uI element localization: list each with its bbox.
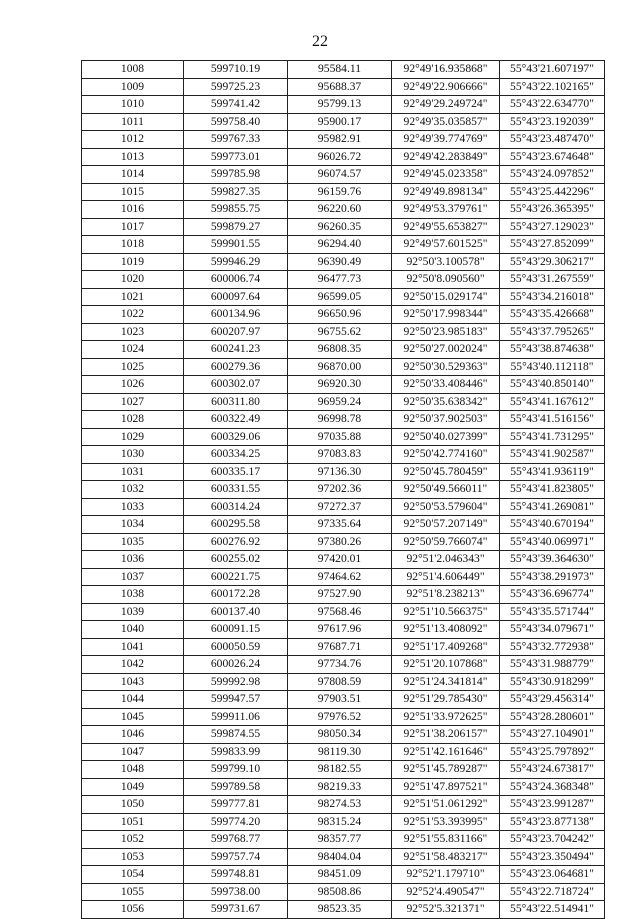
table-row xyxy=(82,551,605,569)
y-coordinate-cell: 97272.37 xyxy=(288,498,392,516)
longitude-cell: 92°50'49.566011" xyxy=(392,481,500,499)
latitude-cell: 55°43'40.850140" xyxy=(500,376,605,394)
table-row xyxy=(82,726,605,744)
y-coordinate-cell: 98523.35 xyxy=(288,901,392,919)
table-row xyxy=(82,691,605,709)
x-coordinate-cell: 599731.67 xyxy=(184,901,288,919)
x-coordinate-cell: 600329.06 xyxy=(184,428,288,446)
y-coordinate-cell: 98219.33 xyxy=(288,778,392,796)
longitude-cell: 92°50'8.090560" xyxy=(392,271,500,289)
table-row xyxy=(82,306,605,324)
table-row xyxy=(82,61,605,79)
table-row xyxy=(82,113,605,131)
point-number-cell: 1055 xyxy=(82,883,184,901)
longitude-cell: 92°51'42.161646" xyxy=(392,743,500,761)
latitude-cell: 55°43'34.216018" xyxy=(500,288,605,306)
point-number-cell: 1042 xyxy=(82,656,184,674)
longitude-cell: 92°50'57.207149" xyxy=(392,516,500,534)
longitude-cell: 92°51'4.606449" xyxy=(392,568,500,586)
table-row xyxy=(82,148,605,166)
point-number-cell: 1046 xyxy=(82,726,184,744)
latitude-cell: 55°43'27.852099" xyxy=(500,236,605,254)
table-row xyxy=(82,446,605,464)
y-coordinate-cell: 97035.88 xyxy=(288,428,392,446)
latitude-cell: 55°43'24.673817" xyxy=(500,761,605,779)
longitude-cell: 92°49'49.898134" xyxy=(392,183,500,201)
longitude-cell: 92°51'53.393995" xyxy=(392,813,500,831)
x-coordinate-cell: 599768.77 xyxy=(184,831,288,849)
x-coordinate-cell: 599773.01 xyxy=(184,148,288,166)
point-number-cell: 1048 xyxy=(82,761,184,779)
table-row xyxy=(82,288,605,306)
x-coordinate-cell: 600241.23 xyxy=(184,341,288,359)
table-row xyxy=(82,131,605,149)
table-row xyxy=(82,166,605,184)
table-row xyxy=(82,813,605,831)
longitude-cell: 92°51'24.341814" xyxy=(392,673,500,691)
point-number-cell: 1019 xyxy=(82,253,184,271)
point-number-cell: 1015 xyxy=(82,183,184,201)
page-number: 22 xyxy=(312,33,328,50)
table-row xyxy=(82,673,605,691)
x-coordinate-cell: 600322.49 xyxy=(184,411,288,429)
longitude-cell: 92°50'37.902503" xyxy=(392,411,500,429)
point-number-cell: 1008 xyxy=(82,61,184,79)
x-coordinate-cell: 599757.74 xyxy=(184,848,288,866)
latitude-cell: 55°43'29.456314" xyxy=(500,691,605,709)
y-coordinate-cell: 96808.35 xyxy=(288,341,392,359)
longitude-cell: 92°49'57.601525" xyxy=(392,236,500,254)
coordinates-table-body xyxy=(82,61,605,919)
table-row xyxy=(82,463,605,481)
point-number-cell: 1036 xyxy=(82,551,184,569)
longitude-cell: 92°51'13.408092" xyxy=(392,621,500,639)
y-coordinate-cell: 97202.36 xyxy=(288,481,392,499)
latitude-cell: 55°43'23.877138" xyxy=(500,813,605,831)
longitude-cell: 92°51'38.206157" xyxy=(392,726,500,744)
longitude-cell: 92°50'3.100578" xyxy=(392,253,500,271)
y-coordinate-cell: 97335.64 xyxy=(288,516,392,534)
table-row xyxy=(82,358,605,376)
longitude-cell: 92°50'27.002024" xyxy=(392,341,500,359)
table-row xyxy=(82,516,605,534)
table-row xyxy=(82,481,605,499)
point-number-cell: 1039 xyxy=(82,603,184,621)
point-number-cell: 1049 xyxy=(82,778,184,796)
table-row xyxy=(82,796,605,814)
point-number-cell: 1052 xyxy=(82,831,184,849)
table-row xyxy=(82,761,605,779)
table-row xyxy=(82,743,605,761)
longitude-cell: 92°50'30.529363" xyxy=(392,358,500,376)
y-coordinate-cell: 98357.77 xyxy=(288,831,392,849)
point-number-cell: 1028 xyxy=(82,411,184,429)
point-number-cell: 1010 xyxy=(82,96,184,114)
x-coordinate-cell: 599992.98 xyxy=(184,673,288,691)
point-number-cell: 1050 xyxy=(82,796,184,814)
point-number-cell: 1017 xyxy=(82,218,184,236)
x-coordinate-cell: 600050.59 xyxy=(184,638,288,656)
y-coordinate-cell: 96959.24 xyxy=(288,393,392,411)
latitude-cell: 55°43'25.797892" xyxy=(500,743,605,761)
latitude-cell: 55°43'40.670194" xyxy=(500,516,605,534)
latitude-cell: 55°43'22.634770" xyxy=(500,96,605,114)
point-number-cell: 1013 xyxy=(82,148,184,166)
table-row xyxy=(82,341,605,359)
y-coordinate-cell: 98274.53 xyxy=(288,796,392,814)
table-row xyxy=(82,533,605,551)
longitude-cell: 92°49'35.035857" xyxy=(392,113,500,131)
x-coordinate-cell: 599874.55 xyxy=(184,726,288,744)
latitude-cell: 55°43'27.129023" xyxy=(500,218,605,236)
y-coordinate-cell: 96074.57 xyxy=(288,166,392,184)
y-coordinate-cell: 97617.96 xyxy=(288,621,392,639)
table-row xyxy=(82,831,605,849)
point-number-cell: 1024 xyxy=(82,341,184,359)
y-coordinate-cell: 97808.59 xyxy=(288,673,392,691)
y-coordinate-cell: 97083.83 xyxy=(288,446,392,464)
latitude-cell: 55°43'30.918299" xyxy=(500,673,605,691)
latitude-cell: 55°43'38.874638" xyxy=(500,341,605,359)
point-number-cell: 1018 xyxy=(82,236,184,254)
latitude-cell: 55°43'31.267559" xyxy=(500,271,605,289)
longitude-cell: 92°51'2.046343" xyxy=(392,551,500,569)
longitude-cell: 92°51'55.831166" xyxy=(392,831,500,849)
point-number-cell: 1027 xyxy=(82,393,184,411)
table-row xyxy=(82,568,605,586)
table-row xyxy=(82,271,605,289)
point-number-cell: 1021 xyxy=(82,288,184,306)
latitude-cell: 55°43'32.772938" xyxy=(500,638,605,656)
x-coordinate-cell: 599789.58 xyxy=(184,778,288,796)
latitude-cell: 55°43'22.514941" xyxy=(500,901,605,919)
x-coordinate-cell: 599901.55 xyxy=(184,236,288,254)
y-coordinate-cell: 95688.37 xyxy=(288,78,392,96)
longitude-cell: 92°51'29.785430" xyxy=(392,691,500,709)
latitude-cell: 55°43'29.306217" xyxy=(500,253,605,271)
y-coordinate-cell: 98182.55 xyxy=(288,761,392,779)
longitude-cell: 92°50'40.027399" xyxy=(392,428,500,446)
latitude-cell: 55°43'35.426668" xyxy=(500,306,605,324)
y-coordinate-cell: 95982.91 xyxy=(288,131,392,149)
x-coordinate-cell: 600137.40 xyxy=(184,603,288,621)
y-coordinate-cell: 96755.62 xyxy=(288,323,392,341)
y-coordinate-cell: 97976.52 xyxy=(288,708,392,726)
x-coordinate-cell: 599725.23 xyxy=(184,78,288,96)
x-coordinate-cell: 599947.57 xyxy=(184,691,288,709)
longitude-cell: 92°49'16.935868" xyxy=(392,61,500,79)
x-coordinate-cell: 600334.25 xyxy=(184,446,288,464)
table-row xyxy=(82,428,605,446)
latitude-cell: 55°43'26.365395" xyxy=(500,201,605,219)
point-number-cell: 1032 xyxy=(82,481,184,499)
table-row xyxy=(82,848,605,866)
point-number-cell: 1044 xyxy=(82,691,184,709)
x-coordinate-cell: 599767.33 xyxy=(184,131,288,149)
latitude-cell: 55°43'39.364630" xyxy=(500,551,605,569)
y-coordinate-cell: 96390.49 xyxy=(288,253,392,271)
longitude-cell: 92°51'20.107868" xyxy=(392,656,500,674)
table-row xyxy=(82,656,605,674)
table-row xyxy=(82,586,605,604)
latitude-cell: 55°43'40.069971" xyxy=(500,533,605,551)
y-coordinate-cell: 97568.46 xyxy=(288,603,392,621)
longitude-cell: 92°49'29.249724" xyxy=(392,96,500,114)
table-row xyxy=(82,708,605,726)
table-row xyxy=(82,253,605,271)
latitude-cell: 55°43'24.097852" xyxy=(500,166,605,184)
x-coordinate-cell: 600295.58 xyxy=(184,516,288,534)
longitude-cell: 92°49'39.774769" xyxy=(392,131,500,149)
latitude-cell: 55°43'41.936119" xyxy=(500,463,605,481)
longitude-cell: 92°49'45.023358" xyxy=(392,166,500,184)
x-coordinate-cell: 600221.75 xyxy=(184,568,288,586)
y-coordinate-cell: 96220.60 xyxy=(288,201,392,219)
longitude-cell: 92°50'42.774160" xyxy=(392,446,500,464)
x-coordinate-cell: 600302.07 xyxy=(184,376,288,394)
longitude-cell: 92°50'35.638342" xyxy=(392,393,500,411)
y-coordinate-cell: 97420.01 xyxy=(288,551,392,569)
y-coordinate-cell: 97687.71 xyxy=(288,638,392,656)
longitude-cell: 92°52'5.321371" xyxy=(392,901,500,919)
table-row xyxy=(82,236,605,254)
y-coordinate-cell: 98508.86 xyxy=(288,883,392,901)
y-coordinate-cell: 98050.34 xyxy=(288,726,392,744)
table-row xyxy=(82,78,605,96)
point-number-cell: 1009 xyxy=(82,78,184,96)
point-number-cell: 1031 xyxy=(82,463,184,481)
point-number-cell: 1022 xyxy=(82,306,184,324)
latitude-cell: 55°43'22.102165" xyxy=(500,78,605,96)
longitude-cell: 92°51'10.566375" xyxy=(392,603,500,621)
x-coordinate-cell: 600097.64 xyxy=(184,288,288,306)
point-number-cell: 1037 xyxy=(82,568,184,586)
x-coordinate-cell: 600255.02 xyxy=(184,551,288,569)
x-coordinate-cell: 600331.55 xyxy=(184,481,288,499)
x-coordinate-cell: 600314.24 xyxy=(184,498,288,516)
table-row xyxy=(82,778,605,796)
longitude-cell: 92°50'33.408446" xyxy=(392,376,500,394)
x-coordinate-cell: 600006.74 xyxy=(184,271,288,289)
point-number-cell: 1029 xyxy=(82,428,184,446)
longitude-cell: 92°52'4.490547" xyxy=(392,883,500,901)
longitude-cell: 92°51'17.409268" xyxy=(392,638,500,656)
table-row xyxy=(82,201,605,219)
x-coordinate-cell: 600172.28 xyxy=(184,586,288,604)
latitude-cell: 55°43'28.280601" xyxy=(500,708,605,726)
latitude-cell: 55°43'41.902587" xyxy=(500,446,605,464)
latitude-cell: 55°43'41.823805" xyxy=(500,481,605,499)
latitude-cell: 55°43'41.167612" xyxy=(500,393,605,411)
latitude-cell: 55°43'25.442296" xyxy=(500,183,605,201)
x-coordinate-cell: 599799.10 xyxy=(184,761,288,779)
latitude-cell: 55°43'41.269081" xyxy=(500,498,605,516)
longitude-cell: 92°51'45.789287" xyxy=(392,761,500,779)
y-coordinate-cell: 95799.13 xyxy=(288,96,392,114)
x-coordinate-cell: 599748.81 xyxy=(184,866,288,884)
latitude-cell: 55°43'36.696774" xyxy=(500,586,605,604)
longitude-cell: 92°51'33.972625" xyxy=(392,708,500,726)
point-number-cell: 1040 xyxy=(82,621,184,639)
table-row xyxy=(82,638,605,656)
table-row xyxy=(82,901,605,919)
latitude-cell: 55°43'40.112118" xyxy=(500,358,605,376)
point-number-cell: 1054 xyxy=(82,866,184,884)
longitude-cell: 92°50'17.998344" xyxy=(392,306,500,324)
x-coordinate-cell: 599879.27 xyxy=(184,218,288,236)
point-number-cell: 1041 xyxy=(82,638,184,656)
point-number-cell: 1034 xyxy=(82,516,184,534)
x-coordinate-cell: 599827.35 xyxy=(184,183,288,201)
table-row xyxy=(82,376,605,394)
y-coordinate-cell: 96998.78 xyxy=(288,411,392,429)
y-coordinate-cell: 98315.24 xyxy=(288,813,392,831)
y-coordinate-cell: 97734.76 xyxy=(288,656,392,674)
latitude-cell: 55°43'24.368348" xyxy=(500,778,605,796)
longitude-cell: 92°49'55.653827" xyxy=(392,218,500,236)
longitude-cell: 92°50'53.579604" xyxy=(392,498,500,516)
x-coordinate-cell: 599738.00 xyxy=(184,883,288,901)
x-coordinate-cell: 600134.96 xyxy=(184,306,288,324)
longitude-cell: 92°49'42.283849" xyxy=(392,148,500,166)
point-number-cell: 1011 xyxy=(82,113,184,131)
latitude-cell: 55°43'22.718724" xyxy=(500,883,605,901)
y-coordinate-cell: 96650.96 xyxy=(288,306,392,324)
x-coordinate-cell: 599777.81 xyxy=(184,796,288,814)
point-number-cell: 1016 xyxy=(82,201,184,219)
y-coordinate-cell: 96477.73 xyxy=(288,271,392,289)
table-row xyxy=(82,883,605,901)
table-row xyxy=(82,393,605,411)
x-coordinate-cell: 599855.75 xyxy=(184,201,288,219)
x-coordinate-cell: 600279.36 xyxy=(184,358,288,376)
latitude-cell: 55°43'23.674648" xyxy=(500,148,605,166)
point-number-cell: 1038 xyxy=(82,586,184,604)
latitude-cell: 55°43'23.487470" xyxy=(500,131,605,149)
longitude-cell: 92°50'59.766074" xyxy=(392,533,500,551)
y-coordinate-cell: 97136.30 xyxy=(288,463,392,481)
point-number-cell: 1033 xyxy=(82,498,184,516)
longitude-cell: 92°51'8.238213" xyxy=(392,586,500,604)
x-coordinate-cell: 600091.15 xyxy=(184,621,288,639)
coordinates-table xyxy=(81,60,605,919)
longitude-cell: 92°50'45.780459" xyxy=(392,463,500,481)
point-number-cell: 1045 xyxy=(82,708,184,726)
x-coordinate-cell: 599946.29 xyxy=(184,253,288,271)
point-number-cell: 1023 xyxy=(82,323,184,341)
y-coordinate-cell: 96260.35 xyxy=(288,218,392,236)
latitude-cell: 55°43'41.731295" xyxy=(500,428,605,446)
point-number-cell: 1047 xyxy=(82,743,184,761)
latitude-cell: 55°43'31.988779" xyxy=(500,656,605,674)
y-coordinate-cell: 96026.72 xyxy=(288,148,392,166)
x-coordinate-cell: 600276.92 xyxy=(184,533,288,551)
longitude-cell: 92°49'22.906666" xyxy=(392,78,500,96)
table-row xyxy=(82,866,605,884)
table-row xyxy=(82,96,605,114)
point-number-cell: 1051 xyxy=(82,813,184,831)
point-number-cell: 1025 xyxy=(82,358,184,376)
longitude-cell: 92°50'15.029174" xyxy=(392,288,500,306)
x-coordinate-cell: 599774.20 xyxy=(184,813,288,831)
y-coordinate-cell: 95584.11 xyxy=(288,61,392,79)
table-row xyxy=(82,411,605,429)
x-coordinate-cell: 599758.40 xyxy=(184,113,288,131)
x-coordinate-cell: 599911.06 xyxy=(184,708,288,726)
x-coordinate-cell: 600311.80 xyxy=(184,393,288,411)
x-coordinate-cell: 599833.99 xyxy=(184,743,288,761)
longitude-cell: 92°51'51.061292" xyxy=(392,796,500,814)
y-coordinate-cell: 96294.40 xyxy=(288,236,392,254)
latitude-cell: 55°43'41.516156" xyxy=(500,411,605,429)
point-number-cell: 1030 xyxy=(82,446,184,464)
point-number-cell: 1053 xyxy=(82,848,184,866)
latitude-cell: 55°43'23.350494" xyxy=(500,848,605,866)
y-coordinate-cell: 97527.90 xyxy=(288,586,392,604)
latitude-cell: 55°43'23.064681" xyxy=(500,866,605,884)
table-row xyxy=(82,323,605,341)
y-coordinate-cell: 98119.30 xyxy=(288,743,392,761)
point-number-cell: 1014 xyxy=(82,166,184,184)
table-row xyxy=(82,621,605,639)
x-coordinate-cell: 599710.19 xyxy=(184,61,288,79)
latitude-cell: 55°43'23.192039" xyxy=(500,113,605,131)
latitude-cell: 55°43'21.607197" xyxy=(500,61,605,79)
table-row xyxy=(82,603,605,621)
y-coordinate-cell: 96870.00 xyxy=(288,358,392,376)
point-number-cell: 1043 xyxy=(82,673,184,691)
y-coordinate-cell: 98451.09 xyxy=(288,866,392,884)
point-number-cell: 1026 xyxy=(82,376,184,394)
table-row xyxy=(82,498,605,516)
latitude-cell: 55°43'27.104901" xyxy=(500,726,605,744)
latitude-cell: 55°43'37.795265" xyxy=(500,323,605,341)
table-row xyxy=(82,183,605,201)
x-coordinate-cell: 599741.42 xyxy=(184,96,288,114)
y-coordinate-cell: 98404.04 xyxy=(288,848,392,866)
point-number-cell: 1056 xyxy=(82,901,184,919)
y-coordinate-cell: 97903.51 xyxy=(288,691,392,709)
longitude-cell: 92°51'58.483217" xyxy=(392,848,500,866)
point-number-cell: 1035 xyxy=(82,533,184,551)
latitude-cell: 55°43'35.571744" xyxy=(500,603,605,621)
y-coordinate-cell: 97464.62 xyxy=(288,568,392,586)
longitude-cell: 92°50'23.985183" xyxy=(392,323,500,341)
latitude-cell: 55°43'34.079671" xyxy=(500,621,605,639)
x-coordinate-cell: 600335.17 xyxy=(184,463,288,481)
latitude-cell: 55°43'38.291973" xyxy=(500,568,605,586)
y-coordinate-cell: 96599.05 xyxy=(288,288,392,306)
point-number-cell: 1020 xyxy=(82,271,184,289)
longitude-cell: 92°51'47.897521" xyxy=(392,778,500,796)
x-coordinate-cell: 599785.98 xyxy=(184,166,288,184)
x-coordinate-cell: 600207.97 xyxy=(184,323,288,341)
y-coordinate-cell: 95900.17 xyxy=(288,113,392,131)
latitude-cell: 55°43'23.704242" xyxy=(500,831,605,849)
y-coordinate-cell: 97380.26 xyxy=(288,533,392,551)
y-coordinate-cell: 96920.30 xyxy=(288,376,392,394)
longitude-cell: 92°52'1.179710" xyxy=(392,866,500,884)
table-row xyxy=(82,218,605,236)
y-coordinate-cell: 96159.76 xyxy=(288,183,392,201)
x-coordinate-cell: 600026.24 xyxy=(184,656,288,674)
point-number-cell: 1012 xyxy=(82,131,184,149)
latitude-cell: 55°43'23.991287" xyxy=(500,796,605,814)
longitude-cell: 92°49'53.379761" xyxy=(392,201,500,219)
